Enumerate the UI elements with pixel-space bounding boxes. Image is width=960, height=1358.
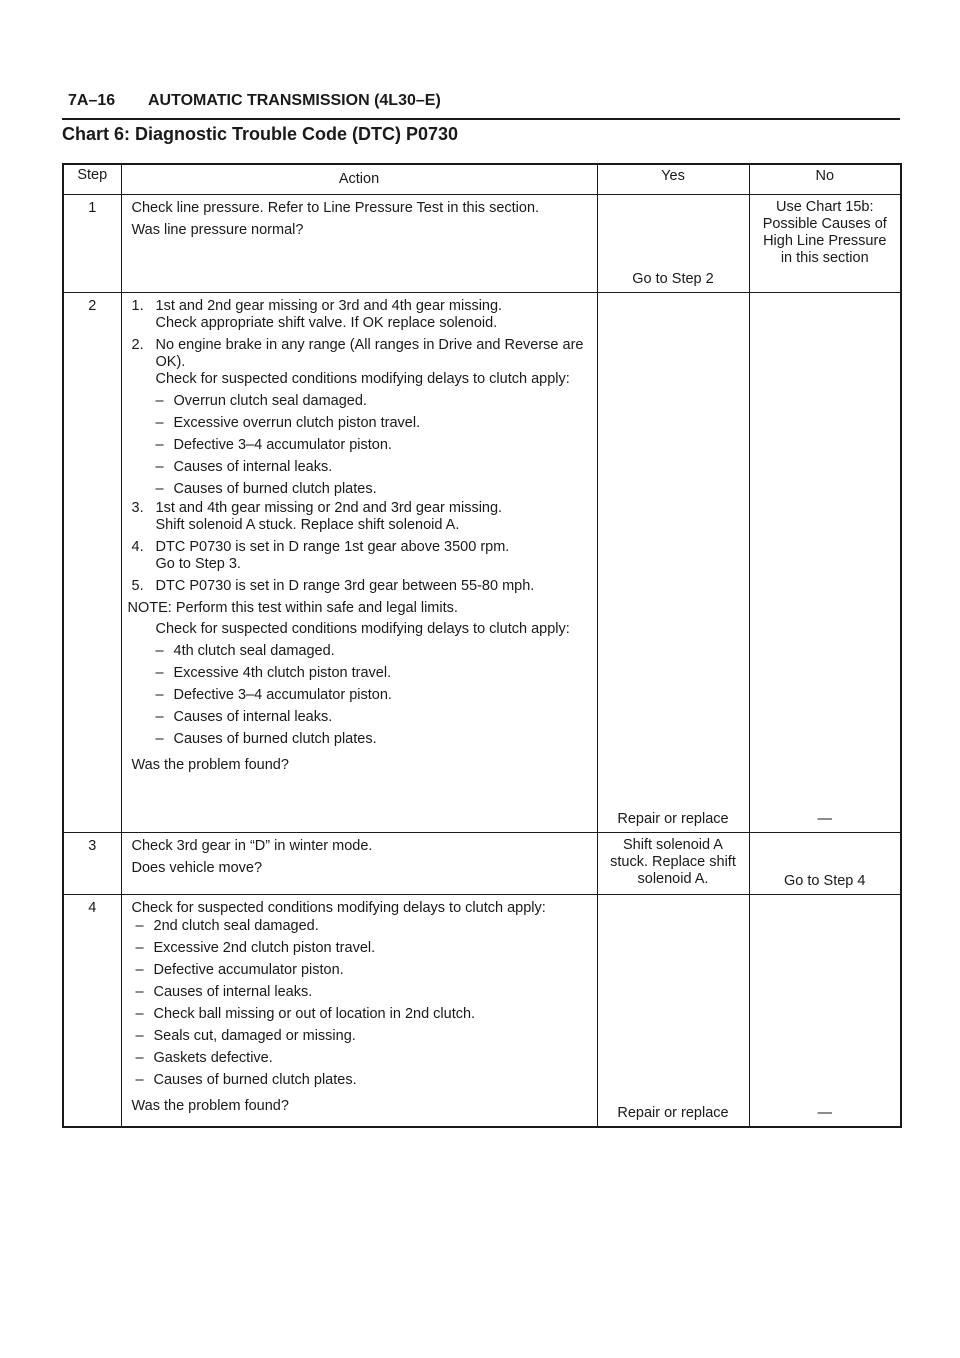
no-cell [749,895,901,1127]
table-row [63,293,901,833]
list-item: – Causes of internal leaks. [135,984,313,1000]
column-header-no: No [749,164,901,195]
column-header-yes: Yes [597,164,749,195]
yes-result: Repair or replace [617,811,729,827]
list-item: – 2nd clutch seal damaged. [135,918,319,934]
note-text: NOTE: Perform this test within safe and legal limits. [127,600,458,616]
action-cell [121,833,597,895]
list-item: – 4th clutch seal damaged. [155,643,335,659]
no-result: Use Chart 15b: Possible Causes of High Line Pressure in this section [762,199,887,266]
list-item: – Causes of burned clutch plates. [135,1072,357,1088]
diagnostic-table [62,163,902,1128]
step-number: 4 [63,895,121,1127]
action-cell [121,195,597,293]
yes-cell [597,293,749,833]
page-header [62,90,900,120]
action-text: Check line pressure. Refer to Line Pressure Test in this section. [131,200,540,216]
step-number: 1 [63,195,121,293]
action-question: Was line pressure normal? [131,222,304,238]
note-instruction: Check for suspected conditions modifying delays to clutch apply: [155,621,570,637]
section-title: AUTOMATIC TRANSMISSION (4L30–E) [148,92,441,109]
list-item: – Excessive overrun clutch piston travel. [155,415,421,431]
action-text: Check for suspected conditions modifying delays to clutch apply: [131,900,546,916]
action-question: Was the problem found? [131,1098,289,1114]
list-item: – Causes of burned clutch plates. [155,731,377,747]
action-question: Was the problem found? [131,757,289,773]
page-number: 7A–16 [68,92,116,109]
table-row [63,833,901,895]
list-item: 1. 1st and 2nd gear missing or 3rd and 4th gear missing. Check appropriate shift valve. If OK replace solenoid. [131,298,503,331]
list-item: – Defective 3–4 accumulator piston. [155,437,392,453]
list-item: 5. DTC P0730 is set in D range 3rd gear between 55-80 mph. [131,578,535,594]
no-result: — [817,1104,832,1121]
list-item: – Gaskets defective. [135,1050,273,1066]
no-result: Go to Step 4 [784,873,866,889]
list-item: – Defective accumulator piston. [135,962,344,978]
no-cell [749,293,901,833]
action-cell [121,895,597,1127]
list-item: – Excessive 2nd clutch piston travel. [135,940,376,956]
yes-result: Shift solenoid A stuck. Replace shift solenoid A. [610,837,736,887]
table-header-row [63,164,901,195]
no-cell [749,195,901,293]
column-header-action: Action [121,164,597,195]
yes-result: Go to Step 2 [632,271,714,287]
column-header-step: Step [63,164,121,195]
yes-result: Repair or replace [617,1104,729,1121]
list-item: 3. 1st and 4th gear missing or 2nd and 3rd gear missing. Shift solenoid A stuck. Replace shift solenoid A. [131,500,503,533]
list-item: 2. No engine brake in any range (All ranges in Drive and Reverse are OK). Check for suspected conditions modifying delays to clutch apply: [131,337,584,387]
action-cell [121,293,597,833]
list-item: – Causes of internal leaks. [155,459,333,475]
list-item: 4. DTC P0730 is set in D range 1st gear above 3500 rpm. Go to Step 3. [131,539,510,572]
action-text: Check 3rd gear in “D” in winter mode. [131,838,373,854]
yes-cell [597,895,749,1127]
table-row [63,195,901,293]
step-number: 2 [63,293,121,833]
list-item: – Check ball missing or out of location in 2nd clutch. [135,1006,476,1022]
list-item: – Overrun clutch seal damaged. [155,393,367,409]
list-item: – Causes of internal leaks. [155,709,333,725]
yes-cell [597,195,749,293]
list-item: – Excessive 4th clutch piston travel. [155,665,392,681]
no-cell [749,833,901,895]
list-item: – Seals cut, damaged or missing. [135,1028,356,1044]
yes-cell [597,833,749,895]
step-number: 3 [63,833,121,895]
action-question: Does vehicle move? [131,860,263,876]
chart-title: Chart 6: Diagnostic Trouble Code (DTC) P0730 [62,124,459,144]
table-row [63,895,901,1127]
list-item: – Defective 3–4 accumulator piston. [155,687,392,703]
list-item: – Causes of burned clutch plates. [155,481,377,497]
no-result: — [817,811,832,827]
